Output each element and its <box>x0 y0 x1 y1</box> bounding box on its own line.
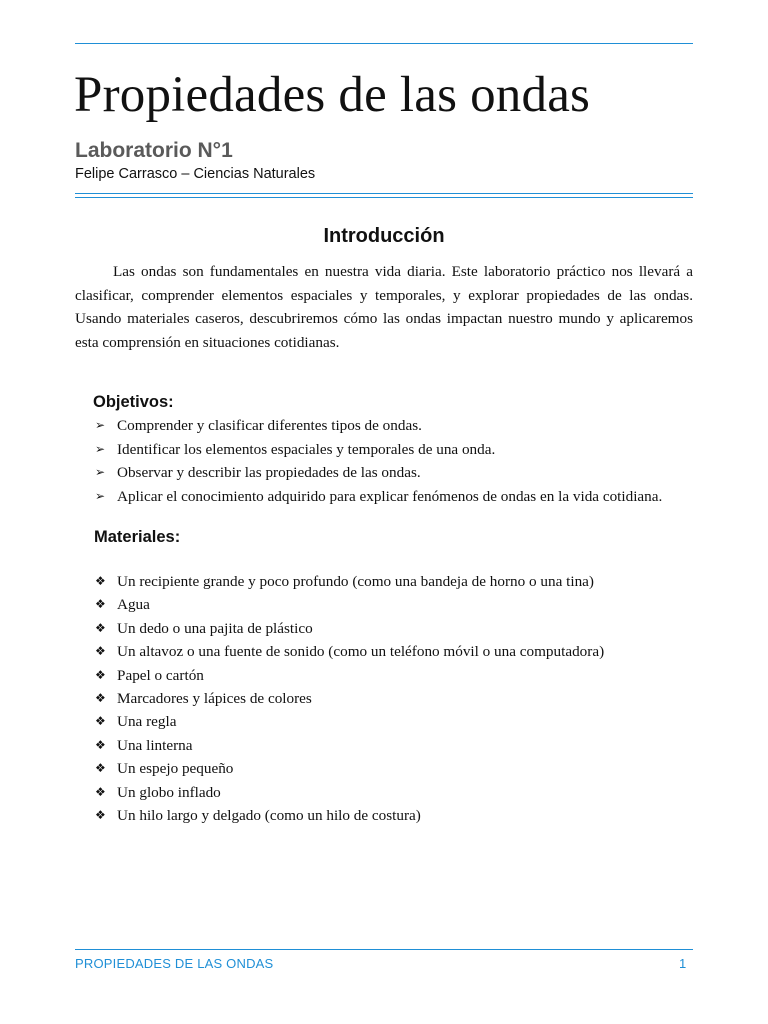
material-item <box>95 734 604 757</box>
objective-item <box>95 485 662 509</box>
objective-text: Comprender y clasificar diferentes tipos de ondas. <box>117 417 422 434</box>
objectives-heading: Objetivos: <box>93 393 174 411</box>
material-item <box>95 687 604 710</box>
material-text: Un recipiente grande y poco profundo (como una bandeja de horno o una tina) <box>117 573 594 590</box>
diamond-bullet-icon: ❖ <box>95 761 106 776</box>
diamond-bullet-icon: ❖ <box>95 690 106 705</box>
document-author: Felipe Carrasco – Ciencias Naturales <box>75 166 316 182</box>
material-item <box>95 617 604 640</box>
material-item <box>95 593 604 616</box>
page-number: 1 <box>679 956 687 971</box>
material-text: Un altavoz o una fuente de sonido (como un teléfono móvil o una computadora) <box>117 643 605 661</box>
document-title: Propiedades de las ondas <box>74 67 591 123</box>
diamond-bullet-icon: ❖ <box>95 620 106 635</box>
top-rule <box>75 43 693 44</box>
footer-title: PROPIEDADES DE LAS ONDAS <box>75 956 274 971</box>
objectives-list <box>95 414 662 508</box>
material-text: Marcadores y lápices de colores <box>117 689 312 707</box>
objective-text: Aplicar el conocimiento adquirido para explicar fenómenos de ondas en la vida cotidiana. <box>117 487 663 505</box>
material-text: Un hilo largo y delgado (como un hilo de costura) <box>117 806 421 824</box>
diamond-bullet-icon: ❖ <box>95 784 106 799</box>
materials-heading: Materiales: <box>94 528 181 546</box>
diamond-bullet-icon: ❖ <box>95 667 106 682</box>
arrow-bullet-icon: ➢ <box>95 465 106 479</box>
material-item <box>95 804 604 827</box>
intro-paragraph: Las ondas son fundamentales en nuestra vida diaria. Este laboratorio práctico nos llevará a clasificar, comprender elementos espaciales y temporales, y explorar propiedades de las ondas. Usando materiales caseros, descubriremos cómo las ondas impactan nuestro mundo y aplicaremos esta comprensión en situaciones cotidianas. <box>75 263 693 351</box>
intro-heading: Introducción <box>323 225 445 247</box>
materials-list <box>95 570 604 827</box>
diamond-bullet-icon: ❖ <box>95 574 106 588</box>
header-rule-bottom <box>75 197 693 198</box>
diamond-bullet-icon: ❖ <box>95 597 106 612</box>
material-item <box>95 664 604 687</box>
material-text: Agua <box>117 596 150 614</box>
footer-rule <box>75 949 693 950</box>
objective-item <box>95 414 662 438</box>
material-item <box>95 640 604 663</box>
diamond-bullet-icon: ❖ <box>95 714 106 729</box>
header-rule-top <box>75 193 693 194</box>
material-text: Un dedo o una pajita de plástico <box>117 619 313 637</box>
material-text: Una linterna <box>117 736 193 754</box>
material-item <box>95 757 604 780</box>
material-text: Papel o cartón <box>117 666 204 684</box>
diamond-bullet-icon: ❖ <box>95 737 106 752</box>
material-text: Un globo inflado <box>117 783 221 801</box>
arrow-bullet-icon: ➢ <box>95 441 106 456</box>
material-text: Una regla <box>117 713 177 731</box>
document-subtitle: Laboratorio N°1 <box>75 139 233 162</box>
material-item <box>95 781 604 804</box>
objective-text: Identificar los elementos espaciales y temporales de una onda. <box>117 440 496 458</box>
objective-text: Observar y describir las propiedades de las ondas. <box>117 464 421 481</box>
diamond-bullet-icon: ❖ <box>95 807 106 822</box>
material-item <box>95 570 604 593</box>
diamond-bullet-icon: ❖ <box>95 644 106 659</box>
arrow-bullet-icon: ➢ <box>95 488 106 503</box>
objective-item <box>95 438 662 462</box>
objective-item <box>95 461 662 485</box>
material-text: Un espejo pequeño <box>117 760 234 778</box>
arrow-bullet-icon: ➢ <box>95 418 106 432</box>
material-item <box>95 710 604 733</box>
